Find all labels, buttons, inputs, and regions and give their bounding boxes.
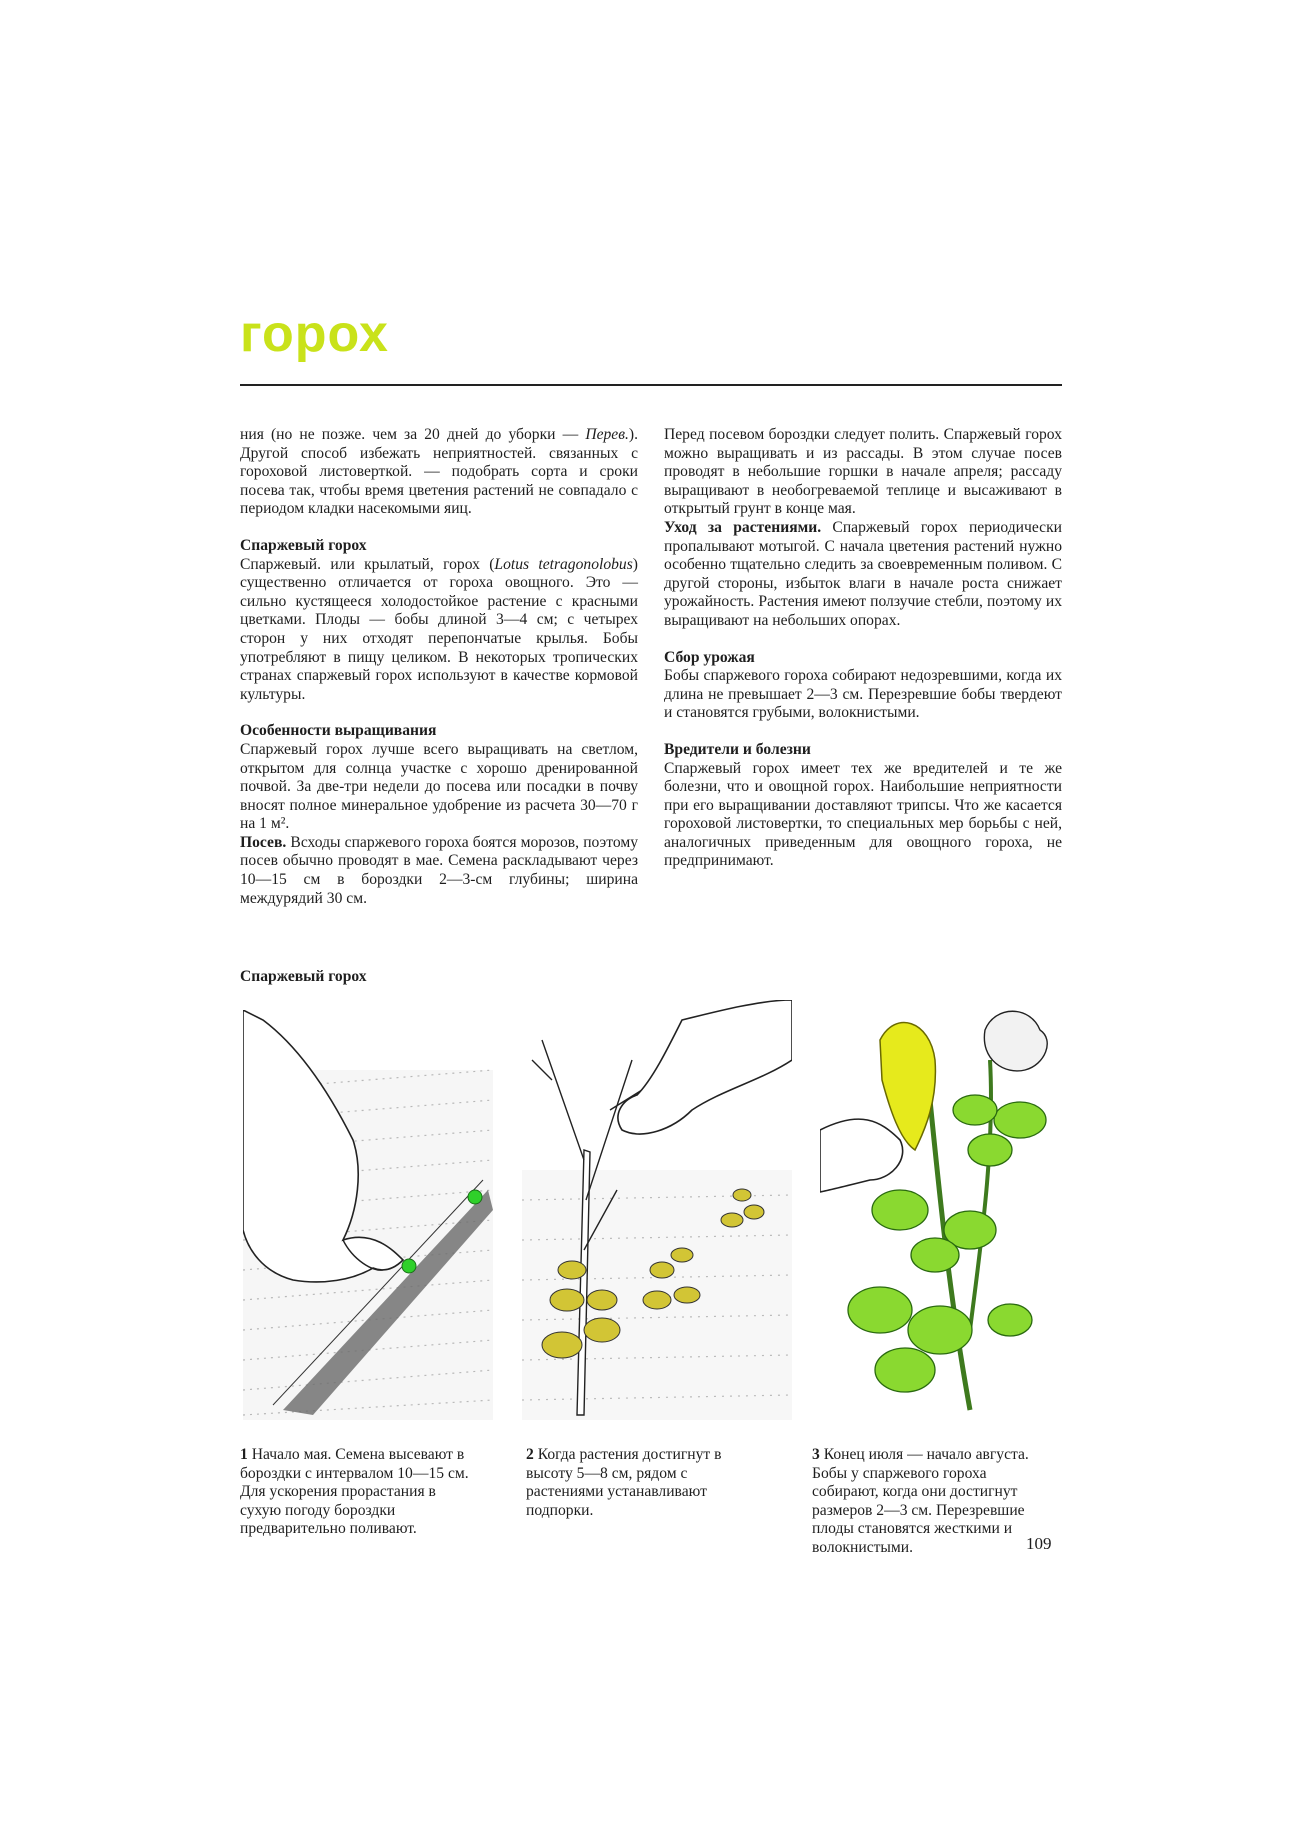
hand xyxy=(820,1119,903,1192)
caption-number: 3 xyxy=(812,1446,820,1463)
left-column xyxy=(240,426,638,908)
title-rule xyxy=(240,384,1062,386)
heading-harvest: Сбор урожая xyxy=(664,648,755,666)
heading-asparagus-pea: Спаржевый горох xyxy=(240,536,367,554)
caption-text: Начало мая. Семена высевают в бороздки с интервалом 10—15 см. Для ускорения прорастания в сухую погоду бороздки предварительно поливают. xyxy=(240,1446,469,1538)
run-in-heading: Посев. xyxy=(240,833,287,851)
text-run: Спаржевый горох периодически пропалывают мотыгой. С начала цветения растений нужно особенно тщательно следить за своевременным поливом. С другой стороны, избыток влаги в начале роста снижает урожайность. Растения имеют ползучие стебли, поэтому их выращивают на небольших опорах. xyxy=(664,518,1062,629)
illustration-staking xyxy=(522,1000,792,1420)
left-paragraph-2 xyxy=(240,556,638,705)
left-paragraph-sowing xyxy=(240,834,638,908)
caption-2 xyxy=(526,1446,761,1520)
text-run: Всходы спаржевого гороха боятся морозов, поэтому посев обычно проводят в мае. Семена раскладывают через 10—15 см в бороздки 2—3-см глубины; ширина междурядий 30 см. xyxy=(240,833,638,907)
right-paragraph-1: Перед посевом бороздки следует полить. Спаржевый горох можно выращивать и из рассады. В этом случае посев проводят в небольшие горшки в начале апреля; рассаду выращивают в необогреваемой теплице и высаживают в открытый грунт в конце мая. xyxy=(664,426,1062,518)
right-column xyxy=(664,426,1062,871)
right-paragraph-pests: Спаржевый горох имеет тех же вредителей и те же болезни, что и овощной горох. Наибольшие неприятности при его выращивании доставляют трипсы. Что же касается гороховой листовертки, то специальных мер борьбы с ней, аналогичных приведенным для овощного гороха, не предпринимают. xyxy=(664,759,1062,870)
text-run: ). Другой способ избежать неприятностей. связанных с гороховой листоверткой. — подобрать сорта и сроки посева так, чтобы время цветения растений не совпадало с периодом кладки насекомыми яиц. xyxy=(240,426,638,518)
left-paragraph-1 xyxy=(240,426,638,519)
caption-number: 2 xyxy=(526,1446,534,1463)
illustration-harvest xyxy=(820,1000,1060,1420)
flower xyxy=(984,1011,1047,1071)
caption-1 xyxy=(240,1446,475,1539)
hand xyxy=(618,1000,792,1134)
page-number: 109 xyxy=(1026,1534,1052,1553)
latin-name: Lotus tetragonolobus xyxy=(494,555,633,573)
figure-title: Спаржевый горох xyxy=(240,968,367,985)
seed-in-hand xyxy=(402,1259,416,1273)
seed-in-furrow xyxy=(468,1190,482,1204)
page-title: горох xyxy=(240,305,389,363)
heading-growing: Особенности выращивания xyxy=(240,722,437,740)
text-run: ния (но не позже. чем за 20 дней до уборки — xyxy=(240,426,586,443)
text-run: Спаржевый. или крылатый, горох ( xyxy=(240,555,495,573)
text-run-italic: Перев. xyxy=(585,426,629,443)
right-paragraph-care xyxy=(664,519,1062,631)
right-paragraph-harvest: Бобы спаржевого гороха собирают недозревшими, когда их длина не превышает 2—3 см. Перезревшие бобы твердеют и становятся грубыми, волокнистыми. xyxy=(664,667,1062,722)
heading-pests: Вредители и болезни xyxy=(664,740,811,758)
caption-text: Когда растения достигнут в высоту 5—8 см, рядом с растениями устанавливают подпорки. xyxy=(526,1446,722,1519)
caption-3 xyxy=(812,1446,1047,1558)
left-paragraph-3: Спаржевый горох лучше всего выращивать на светлом, открытом для солнца участке с хорошо дренированной почвой. За две-три недели до посева или посадки в почву вносят полное минеральное удобрение из расчета 30—70 г на 1 м². xyxy=(240,740,638,833)
caption-text: Конец июля — начало августа. Бобы у спаржевого гороха собирают, когда они достигнут размеров 2—3 см. Перезревшие плоды становятся жесткими и волокнистыми. xyxy=(812,1446,1029,1556)
illustration-sowing xyxy=(243,1010,493,1420)
run-in-heading: Уход за растениями. xyxy=(664,518,822,536)
text-run: ) существенно отличается от гороха овощного. Это — сильно кустящееся холодостойкое растение с красными цветками. Плоды — бобы длиной 3—4 см; с четырех сторон у них отходят перепончатые крылья. Бобы употребляют в пищу целиком. В некоторых тропических странах спаржевый горох используют в качестве кормовой культуры. xyxy=(240,555,638,703)
caption-number: 1 xyxy=(240,1446,248,1463)
